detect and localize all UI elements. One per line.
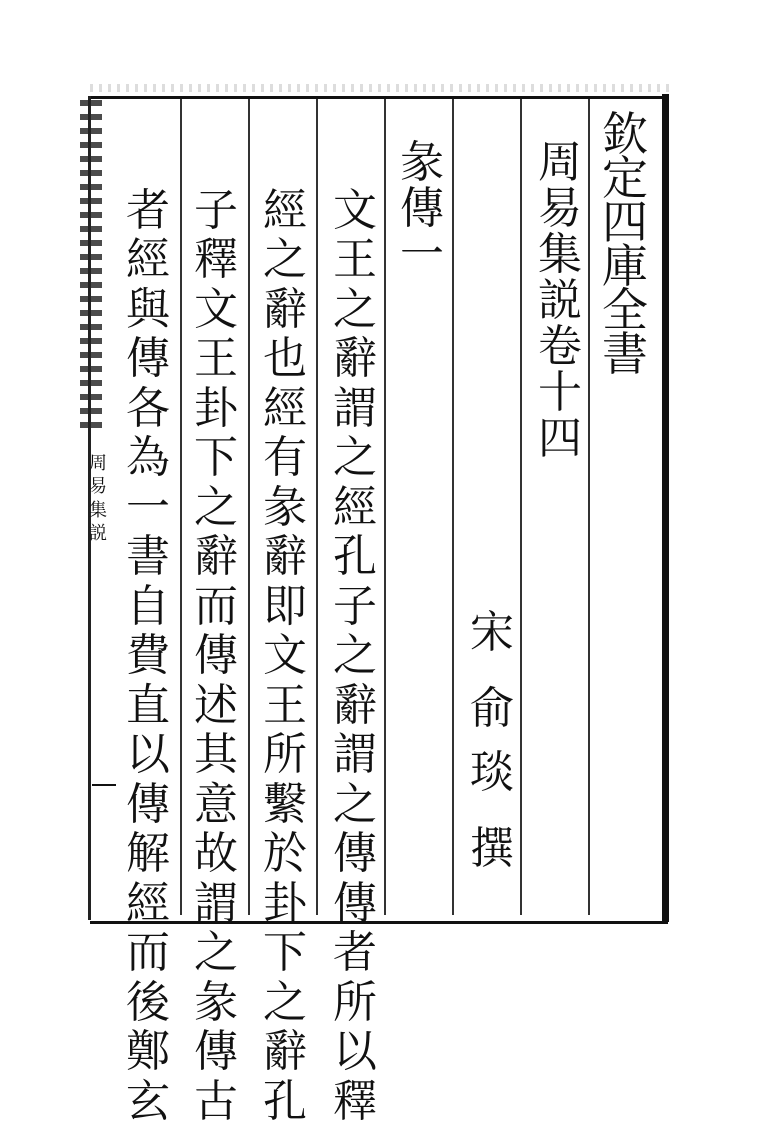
- body-char: 釋: [333, 1075, 377, 1127]
- body-column-2: [255, 186, 315, 1127]
- body-char: 子: [194, 184, 238, 236]
- body-char: 玄: [126, 1075, 170, 1127]
- body-char: 於: [263, 828, 307, 880]
- body-char: 文: [333, 184, 377, 236]
- book-title: [530, 137, 590, 464]
- body-char: 之: [333, 283, 377, 335]
- body-char: 繫: [263, 778, 307, 830]
- column-rule: [248, 99, 250, 915]
- body-char: 經: [126, 234, 170, 286]
- author-role: 撰: [470, 823, 514, 874]
- author-name-1: 俞: [470, 683, 514, 734]
- body-char: 王: [263, 679, 307, 731]
- column-rule: [180, 99, 182, 915]
- body-char: 而: [126, 927, 170, 979]
- body-char: 辭: [263, 283, 307, 335]
- body-char: 釋: [194, 234, 238, 286]
- body-char: 之: [263, 234, 307, 286]
- book-title-char: 易: [538, 183, 582, 234]
- page-edge-marks: [90, 84, 670, 92]
- body-char: 與: [126, 283, 170, 335]
- body-char: 古: [194, 1075, 238, 1127]
- body-char: 以: [333, 1026, 377, 1078]
- author-dynasty: 宋: [470, 607, 514, 658]
- body-column-1: [325, 186, 385, 1127]
- body-char: 經: [263, 382, 307, 434]
- body-char: 一: [126, 481, 170, 533]
- body-char: 下: [263, 927, 307, 979]
- body-char: 費: [126, 630, 170, 682]
- book-title-char: 卷: [538, 321, 582, 372]
- body-char: 子: [333, 580, 377, 632]
- section-heading: [392, 137, 452, 280]
- body-char: 之: [333, 630, 377, 682]
- author-name-2: 琰: [470, 747, 514, 798]
- body-char: 傳: [126, 778, 170, 830]
- collection-title-char: 全: [602, 283, 648, 337]
- body-char: 文: [263, 630, 307, 682]
- body-char: 之: [333, 432, 377, 484]
- body-char: 後: [126, 976, 170, 1028]
- body-char: 有: [263, 432, 307, 484]
- body-char: 辭: [333, 333, 377, 385]
- body-char: 直: [126, 679, 170, 731]
- collection-title: [595, 107, 655, 381]
- collection-title-char: 四: [602, 195, 648, 249]
- body-char: 謂: [333, 382, 377, 434]
- body-char: 者: [333, 927, 377, 979]
- body-char: 傳: [194, 1026, 238, 1078]
- collection-title-char: 欽: [602, 107, 648, 161]
- column-rule: [452, 99, 454, 915]
- margin-book-title: [86, 452, 110, 546]
- body-char: 為: [126, 432, 170, 484]
- body-char: 經: [126, 877, 170, 929]
- body-char: 王: [194, 333, 238, 385]
- body-char: 下: [194, 432, 238, 484]
- book-title-char: 説: [538, 275, 582, 326]
- body-char: 而: [194, 580, 238, 632]
- body-char: 彖: [194, 976, 238, 1028]
- body-char: 鄭: [126, 1026, 170, 1078]
- body-char: 故: [194, 828, 238, 880]
- body-char: 所: [263, 729, 307, 781]
- collection-title-char: 庫: [602, 239, 648, 293]
- body-char: 文: [194, 283, 238, 335]
- body-column-4: [118, 186, 178, 1127]
- body-char: 傳: [126, 333, 170, 385]
- body-char: 傳: [194, 630, 238, 682]
- body-char: 書: [126, 531, 170, 583]
- body-char: 之: [333, 778, 377, 830]
- book-title-char: 四: [538, 413, 582, 464]
- body-char: 卦: [194, 382, 238, 434]
- book-title-char: 周: [538, 137, 582, 188]
- margin-title-char: 周: [89, 453, 107, 474]
- margin-title-char: 集: [89, 499, 107, 521]
- collection-title-char: 定: [602, 151, 648, 205]
- section-heading-char: 一: [400, 229, 444, 280]
- body-char: 之: [263, 976, 307, 1028]
- section-heading-char: 彖: [400, 137, 444, 188]
- body-char: 述: [194, 679, 238, 731]
- book-title-char: 集: [538, 229, 582, 280]
- section-heading-char: 傳: [400, 183, 444, 234]
- body-char: 解: [126, 828, 170, 880]
- body-char: 辭: [333, 679, 377, 731]
- body-char: 之: [194, 927, 238, 979]
- body-char: 意: [194, 778, 238, 830]
- margin-title-char: 易: [89, 476, 107, 498]
- body-char: 以: [126, 729, 170, 781]
- body-char: 之: [194, 481, 238, 533]
- column-rule: [316, 99, 318, 915]
- margin-title-char: 説: [89, 523, 107, 545]
- body-char: 所: [333, 976, 377, 1028]
- body-char: 傳: [333, 877, 377, 929]
- body-char: 也: [263, 333, 307, 385]
- body-column-3: [186, 186, 246, 1127]
- body-char: 經: [263, 184, 307, 236]
- body-char: 各: [126, 382, 170, 434]
- body-char: 孔: [333, 531, 377, 583]
- body-char: 孔: [263, 1075, 307, 1127]
- book-title-char: 十: [538, 367, 582, 418]
- body-char: 經: [333, 481, 377, 533]
- folio-mark: [92, 784, 116, 786]
- body-char: 卦: [263, 877, 307, 929]
- body-char: 彖: [263, 481, 307, 533]
- body-char: 辭: [263, 1026, 307, 1078]
- body-char: 即: [263, 580, 307, 632]
- collection-title-char: 書: [602, 327, 648, 381]
- body-char: 其: [194, 729, 238, 781]
- frame-right-border: [662, 94, 669, 922]
- body-char: 謂: [333, 729, 377, 781]
- body-char: 辭: [263, 531, 307, 583]
- body-char: 傳: [333, 828, 377, 880]
- body-char: 王: [333, 234, 377, 286]
- body-char: 辭: [194, 531, 238, 583]
- body-char: 自: [126, 580, 170, 632]
- body-char: 者: [126, 184, 170, 236]
- body-char: 謂: [194, 877, 238, 929]
